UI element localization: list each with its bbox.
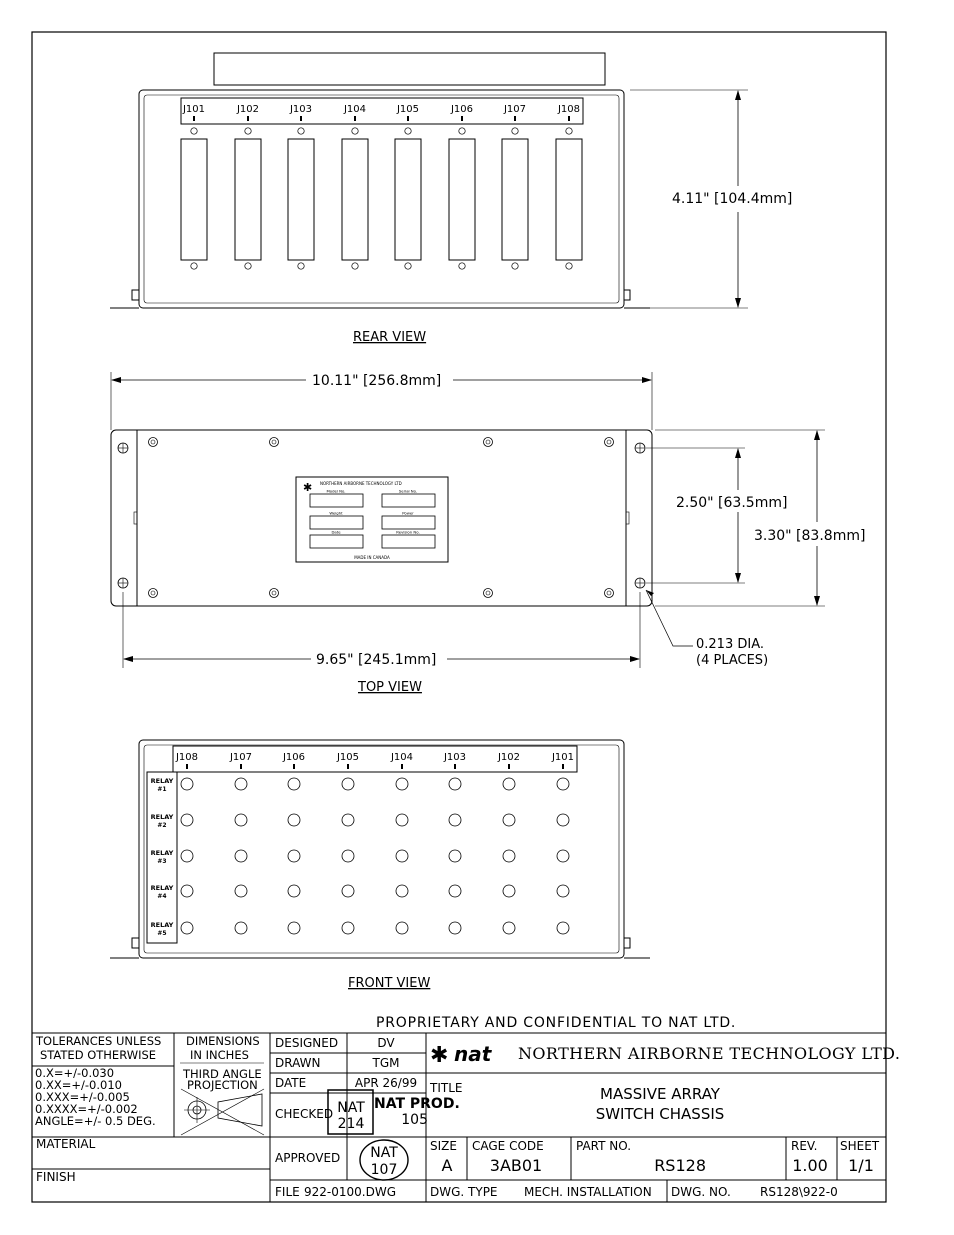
date-label: DATE (275, 1076, 307, 1090)
rear-connector-body (288, 139, 314, 260)
front-chassis-outline (139, 740, 624, 958)
screw-head (151, 591, 155, 595)
rear-connector-tick (300, 116, 302, 121)
rear-connector-hole-bottom (298, 263, 304, 269)
nameplate-field-box (310, 494, 363, 507)
tolerance-line: 0.X=+/-0.030 (35, 1066, 115, 1080)
front-view (110, 740, 650, 991)
projection-label-2: PROJECTION (187, 1078, 258, 1092)
screw-icon (149, 438, 158, 447)
front-connector-label: J107 (229, 752, 253, 763)
rear-connector-tick (407, 116, 409, 121)
front-connector-tick (186, 764, 188, 769)
rear-connector-hole-top (405, 128, 411, 134)
finish-label: FINISH (36, 1170, 76, 1184)
rear-view (110, 53, 792, 345)
tolerance-list (35, 1066, 156, 1128)
cage-code-value: 3AB01 (489, 1156, 543, 1175)
nameplate-field-label: Model No. (326, 488, 346, 494)
dimensions-label-1: DIMENSIONS (186, 1034, 260, 1048)
designed-value: DV (377, 1036, 395, 1050)
dwg-no-label: DWG. NO. (671, 1185, 731, 1199)
company-name: NORTHERN AIRBORNE TECHNOLOGY LTD. (518, 1044, 901, 1063)
tolerance-line: 0.XXXX=+/-0.002 (35, 1102, 138, 1116)
front-connector-label: J105 (336, 752, 360, 763)
rear-connector-tick (461, 116, 463, 121)
screw-head (272, 591, 276, 595)
title-line1: MASSIVE ARRAY (600, 1085, 720, 1103)
material-label: MATERIAL (36, 1137, 96, 1151)
top-inner-height-dim: 2.50" [63.5mm] (676, 495, 788, 511)
screw-head (486, 591, 490, 595)
rear-connector-hole-top (191, 128, 197, 134)
rear-connector-tick (193, 116, 195, 121)
nameplate-field-box (310, 516, 363, 529)
hole-leader (646, 590, 693, 646)
relay-indicator (503, 850, 515, 862)
rear-top-flange (214, 53, 605, 85)
screw-icon (484, 438, 493, 447)
relay-indicator (181, 778, 193, 790)
approved-stamp-line1: NAT (370, 1145, 398, 1161)
relay-indicator (181, 814, 193, 826)
relay-indicator (396, 814, 408, 826)
relay-indicator (288, 778, 300, 790)
rear-connector-label: J105 (396, 104, 420, 115)
part-no-value: RS128 (654, 1156, 706, 1175)
rear-connector-label: J107 (503, 104, 527, 115)
relay-label: RELAY (150, 813, 174, 821)
relay-label: RELAY (150, 777, 174, 785)
rear-connector-hole-bottom (245, 263, 251, 269)
rear-left-tab (132, 290, 139, 300)
relay-indicator (449, 778, 461, 790)
screw-icon (605, 589, 614, 598)
front-left-tab (132, 938, 139, 948)
nameplate-header: NORTHERN AIRBORNE TECHNOLOGY LTD (320, 481, 402, 486)
checked-stamp-line1: NAT (337, 1100, 365, 1116)
relay-indicator (557, 778, 569, 790)
front-connector-tick (508, 764, 510, 769)
relay-number: #5 (157, 930, 167, 937)
nameplate-field-label: Power (402, 510, 414, 516)
front-connector-tick (347, 764, 349, 769)
relay-indicator (503, 885, 515, 897)
approved-label: APPROVED (275, 1151, 341, 1165)
prod-stamp-line2: 105 (401, 1112, 428, 1128)
front-chassis-inner (144, 745, 619, 953)
top-view (111, 372, 865, 695)
rear-connector-label: J101 (182, 104, 206, 115)
rear-connector-hole-bottom (566, 263, 572, 269)
rear-connector-hole-top (566, 128, 572, 134)
front-connector-label: J102 (497, 752, 521, 763)
nameplate-outline (296, 477, 448, 562)
rear-view-title: REAR VIEW (353, 330, 427, 345)
tolerance-line: 0.XX=+/-0.010 (35, 1078, 122, 1092)
dwg-type-value: MECH. INSTALLATION (524, 1185, 652, 1199)
rev-label: REV. (791, 1139, 818, 1153)
relay-indicator (288, 885, 300, 897)
front-connector-tick (401, 764, 403, 769)
rear-connector-hole-top (512, 128, 518, 134)
screw-head (272, 440, 276, 444)
part-no-label: PART NO. (576, 1139, 632, 1153)
top-view-title: TOP VIEW (358, 680, 422, 695)
rear-connector-hole-top (298, 128, 304, 134)
screw-icon (270, 438, 279, 447)
third-angle-projection-icon (181, 1089, 264, 1135)
relay-indicator (396, 850, 408, 862)
title-line2: SWITCH CHASSIS (595, 1105, 725, 1123)
rear-connector-body (449, 139, 475, 260)
relay-indicator (235, 922, 247, 934)
front-connector-tick (562, 764, 564, 769)
nameplate-field-box (310, 535, 363, 548)
nameplate-field-box (382, 535, 435, 548)
rear-connector-label: J108 (557, 104, 581, 115)
screw-icon (484, 589, 493, 598)
rear-connector-label: J103 (289, 104, 313, 115)
rear-chassis-inner (144, 95, 619, 303)
relay-label: RELAY (150, 849, 174, 857)
rear-connector-tick (514, 116, 516, 121)
rear-connector-hole-bottom (352, 263, 358, 269)
relay-indicator (235, 885, 247, 897)
rear-connector-tick (247, 116, 249, 121)
logo-text: nat (454, 1042, 492, 1066)
relay-indicator (288, 922, 300, 934)
size-value: A (441, 1156, 453, 1175)
rear-chassis-outline (139, 90, 624, 308)
relay-indicator (503, 814, 515, 826)
drawn-value: TGM (372, 1056, 400, 1070)
tolerances-header-2: STATED OTHERWISE (40, 1048, 157, 1062)
front-connectors (175, 752, 574, 769)
rev-value: 1.00 (792, 1156, 828, 1175)
relay-indicator (342, 850, 354, 862)
nameplate-field-box (382, 516, 435, 529)
file-label: FILE (275, 1185, 300, 1199)
rear-connector-hole-bottom (512, 263, 518, 269)
rear-connector-body (342, 139, 368, 260)
relay-indicator (449, 850, 461, 862)
relay-indicator (557, 885, 569, 897)
relay-indicator (235, 778, 247, 790)
rear-connector-body (556, 139, 582, 260)
screw-head (607, 440, 611, 444)
front-connector-tick (454, 764, 456, 769)
nat-logo-icon: ✱ (430, 1043, 449, 1068)
tolerance-line: ANGLE=+/- 0.5 DEG. (35, 1114, 156, 1128)
front-connector-tick (293, 764, 295, 769)
screw-head (151, 440, 155, 444)
relay-indicator (342, 814, 354, 826)
relay-number: #2 (157, 822, 167, 829)
approved-stamp-line2: 107 (370, 1162, 398, 1178)
relay-indicator (396, 922, 408, 934)
rear-connector-hole-top (245, 128, 251, 134)
rear-connector-tick (568, 116, 570, 121)
rear-connector-hole-bottom (459, 263, 465, 269)
rear-connector-hole-top (352, 128, 358, 134)
cover-screws (149, 438, 614, 598)
nameplate-field-label: Weight (329, 510, 343, 516)
top-overall-width-dim: 10.11" [256.8mm] (312, 373, 442, 389)
nameplate-footer: MADE IN CANADA (354, 555, 390, 560)
nameplate-field-label: Serial No. (398, 488, 418, 494)
dimensions-label-2: IN INCHES (190, 1048, 249, 1062)
rear-connector-label: J102 (236, 104, 260, 115)
relay-number: #4 (157, 893, 167, 900)
relay-grid (181, 778, 569, 934)
rear-connector-label: J104 (343, 104, 367, 115)
rear-connector-label: J106 (450, 104, 474, 115)
relay-indicator (181, 922, 193, 934)
nameplate-field-label: Date (331, 529, 341, 535)
front-view-title: FRONT VIEW (348, 976, 431, 991)
relay-indicator (288, 850, 300, 862)
checked-stamp-line2: 214 (337, 1116, 365, 1132)
prod-stamp-line1: NAT PROD. (374, 1096, 460, 1112)
relay-indicator (557, 814, 569, 826)
top-hole-spacing-dim: 9.65" [245.1mm] (316, 652, 437, 668)
file-value: 922-0100.DWG (304, 1185, 396, 1199)
relay-number: #1 (157, 786, 167, 793)
rear-connector-hole-bottom (191, 263, 197, 269)
date-value: APR 26/99 (354, 1076, 418, 1090)
screw-icon (270, 589, 279, 598)
relay-indicator (396, 885, 408, 897)
screw-icon (149, 589, 158, 598)
rear-connector-body (502, 139, 528, 260)
relay-label: RELAY (150, 884, 174, 892)
relay-indicator (503, 922, 515, 934)
front-connector-label: J103 (443, 752, 467, 763)
sheet-value: 1/1 (848, 1156, 874, 1175)
relay-indicator (449, 814, 461, 826)
front-connector-label: J108 (175, 752, 199, 763)
screw-head (486, 440, 490, 444)
top-outer-height-dim: 3.30" [83.8mm] (754, 528, 866, 544)
designed-label: DESIGNED (275, 1036, 339, 1050)
drawn-label: DRAWN (275, 1056, 321, 1070)
tolerance-line: 0.XXX=+/-0.005 (35, 1090, 130, 1104)
relay-indicator (449, 922, 461, 934)
front-connector-label: J106 (282, 752, 306, 763)
top-chassis-outline (111, 430, 652, 606)
cage-code-label: CAGE CODE (472, 1139, 544, 1153)
size-label: SIZE (430, 1139, 457, 1153)
rear-right-tab (624, 290, 630, 300)
relay-indicator (342, 885, 354, 897)
rear-connector-hole-top (459, 128, 465, 134)
hole-note-line1: 0.213 DIA. (696, 637, 764, 652)
dwg-no-value: RS128\922-0 (760, 1185, 838, 1199)
screw-head (607, 591, 611, 595)
relay-indicator (557, 850, 569, 862)
rear-connector-tick (354, 116, 356, 121)
relay-labels (151, 777, 174, 937)
rear-height-dim: 4.11" [104.4mm] (672, 191, 793, 207)
title-label: TITLE (430, 1081, 463, 1095)
relay-indicator (288, 814, 300, 826)
front-right-tab (624, 938, 630, 948)
front-connector-tick (240, 764, 242, 769)
dwg-type-label: DWG. TYPE (430, 1185, 498, 1199)
relay-number: #3 (157, 858, 167, 865)
nameplate-logo-icon: ✱ (303, 481, 313, 494)
rear-connector-body (235, 139, 261, 260)
proprietary-notice: PROPRIETARY AND CONFIDENTIAL TO NAT LTD. (376, 1015, 737, 1031)
nameplate-field-box (382, 494, 435, 507)
front-connector-label: J104 (390, 752, 414, 763)
nameplate-field-label: Revision No. (396, 529, 420, 535)
checked-label: CHECKED (275, 1107, 334, 1121)
sheet-label: SHEET (840, 1139, 880, 1153)
relay-label: RELAY (150, 921, 174, 929)
relay-indicator (235, 814, 247, 826)
relay-indicator (235, 850, 247, 862)
nameplate (296, 477, 448, 562)
rear-connector-body (181, 139, 207, 260)
projection-label-1: THIRD ANGLE (183, 1067, 262, 1081)
relay-indicator (342, 778, 354, 790)
hole-note-line2: (4 PLACES) (696, 653, 769, 668)
nameplate-fields (310, 489, 435, 549)
rear-connectors (181, 104, 582, 269)
relay-indicator (342, 922, 354, 934)
rear-connector-body (395, 139, 421, 260)
relay-indicator (449, 885, 461, 897)
relay-indicator (557, 922, 569, 934)
tolerances-header-1: TOLERANCES UNLESS (36, 1034, 162, 1048)
screw-icon (605, 438, 614, 447)
front-connector-label: J101 (551, 752, 575, 763)
relay-indicator (181, 850, 193, 862)
relay-indicator (396, 778, 408, 790)
relay-indicator (503, 778, 515, 790)
title-block (32, 1015, 900, 1202)
mounting-holes (118, 443, 645, 588)
relay-indicator (181, 885, 193, 897)
rear-connector-hole-bottom (405, 263, 411, 269)
